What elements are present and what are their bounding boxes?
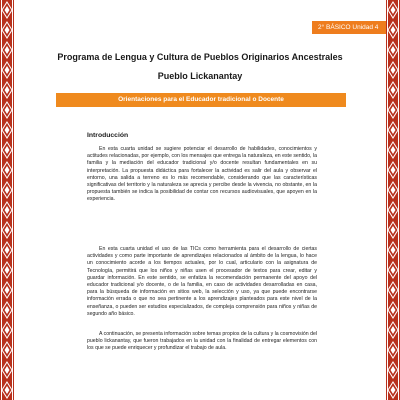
right-decorative-border — [386, 0, 400, 400]
paragraph-3: A continuación, se presenta información sobre temas propios de la cultura y la cosmovisión del pueblo lickanantay, que fueron trabajados en la unidad con la finalidad de entregar elementos con los que se puede enriquecer y profundizar el trabajo de aula. — [87, 331, 317, 352]
grade-unit-badge: 2° BÁSICO Unidad 4 — [312, 21, 386, 34]
paragraph-1: En esta cuarta unidad se sugiere potenciar el desarrollo de habilidades, conocimientos y actitudes relacionadas, por ejemplo, con los mensajes que entrega la naturaleza, en este sentido, la familia y la mediación del educador tradicional y/o docente resultan fundamentales en su interpretación. La propuesta didáctica para fortalecer la actividad es salir del aula y observar el entorno, una salida a terreno es lo más recomendable, considerando que las características significativas del territorio y la naturaleza se aprecia y percibe desde la vivencia, no obstante, en la propuesta también se indica la posibilidad de contar con recursos audiovisuales, que apoyen en la experiencia. — [87, 146, 317, 203]
section-heading: Introducción — [87, 132, 129, 139]
paragraph-2: En esta cuarta unidad el uso de las TICs como herramienta para el desarrollo de ciertas actividades y como parte importante de aprendizajes relacionados al ámbito de la lengua, lo hace un conocimiento acorde a los tiempos actuales, por lo cual, articulario con la asignatura de Tecnología, permitirá que los niños y niñas usen el procesador de textos para crear, editar y guardar información. En este sentido, se enfatiza la recomendación permanente del apoyo del educador tradicional y/o docente, o de la familia, en caso de actividades desarrolladas en casa, para la búsqueda de información en sitios web, la selección y uso, ya que puede encontrarse información errada o que no sea pertinente a los aprendizajes planteados para este nivel de la enseñanza, o pueden ser estudios especializados, de compleja comprensión para niños y niñas de segundo año básico. — [87, 246, 317, 317]
left-decorative-border — [0, 0, 14, 400]
left-border-pattern — [0, 0, 14, 400]
right-border-pattern — [386, 0, 400, 400]
section-banner: Orientaciones para el Educador tradicional o Docente — [56, 93, 346, 107]
program-title: Programa de Lengua y Cultura de Pueblos Originarios Ancestrales — [57, 52, 343, 62]
people-title: Pueblo Lickanantay — [157, 71, 243, 81]
